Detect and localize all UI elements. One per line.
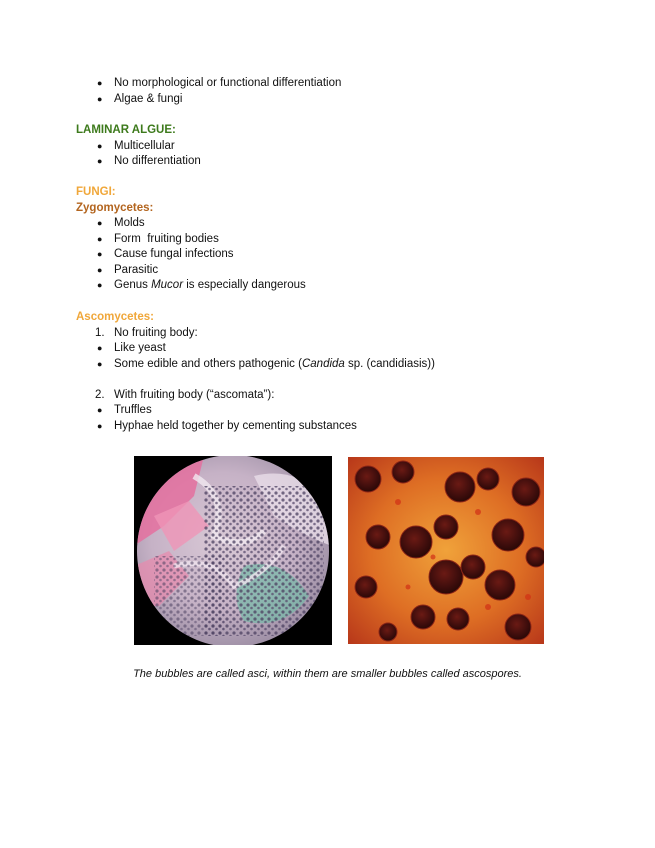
list-item-text: No differentiation — [114, 155, 201, 167]
list-item-text: Like yeast — [114, 342, 166, 354]
bullet-icon: ● — [97, 156, 103, 166]
bullet-icon: ● — [97, 405, 103, 415]
list-item — [76, 263, 306, 279]
candida-pre: Some edible and others pathogenic ( — [114, 357, 302, 370]
bullet-icon: ● — [97, 140, 103, 151]
list-item-text — [114, 358, 435, 370]
item-number: 1. — [95, 326, 105, 339]
list-item-text: No fruiting body: — [114, 326, 198, 339]
micrograph-asci-image — [348, 457, 544, 644]
list-item-text: Truffles — [114, 404, 152, 416]
ascomycetes-section — [76, 310, 435, 434]
genus-pre: Genus — [114, 279, 152, 291]
candida-post: sp. (candidiasis)) — [344, 357, 435, 370]
figure-caption: The bubbles are called asci, within them are smaller bubbles called ascospores. — [133, 668, 522, 680]
micrograph-asci — [348, 457, 544, 644]
list-item — [76, 419, 435, 435]
list-item-text: Algae & fungi — [114, 92, 183, 105]
list-item — [76, 216, 306, 232]
numbered-item — [76, 326, 435, 342]
list-item-text: Hyphae held together by cementing substances — [114, 419, 357, 432]
genus-post: is especially dangerous — [183, 279, 306, 291]
bullet-icon: ● — [97, 249, 103, 259]
bullet-icon: ● — [97, 218, 103, 228]
list-item-text: With fruiting body (“ascomata”): — [114, 388, 275, 401]
list-item — [76, 403, 435, 419]
bullet-icon: ● — [97, 343, 103, 353]
list-item — [76, 76, 341, 92]
fungi-section — [76, 185, 306, 294]
list-item — [76, 357, 435, 373]
bullet-icon: ● — [97, 233, 103, 244]
list-item-text: Parasitic — [114, 263, 159, 276]
list-item — [76, 92, 341, 108]
bullet-icon: ● — [97, 358, 103, 369]
micrograph-stained-slide-image — [134, 456, 332, 645]
bullet-icon: ● — [97, 280, 103, 290]
list-item — [76, 139, 201, 155]
bullet-icon: ● — [97, 93, 103, 104]
list-item-text: Cause fungal infections — [114, 248, 234, 260]
micrograph-stained-slide — [134, 456, 332, 645]
candida-name: Candida — [301, 357, 345, 370]
zygomycetes-heading: Zygomycetes: — [76, 201, 154, 214]
ascomycetes-heading: Ascomycetes: — [76, 311, 154, 323]
numbered-item — [76, 388, 435, 404]
list-item — [76, 232, 306, 248]
list-item — [76, 154, 201, 170]
genus-name: Mucor — [151, 279, 184, 291]
bullet-icon: ● — [97, 420, 103, 431]
list-item-text — [114, 279, 306, 291]
bullet-icon: ● — [97, 264, 103, 275]
list-item — [76, 278, 306, 294]
intro-list — [76, 76, 341, 107]
list-item — [76, 247, 306, 263]
fungi-heading: FUNGI: — [76, 186, 116, 198]
list-item-text: No morphological or functional differentiation — [114, 77, 342, 89]
laminar-section — [76, 123, 201, 170]
laminar-heading: LAMINAR ALGUE: — [76, 124, 176, 136]
list-item-text: Molds — [114, 217, 145, 229]
list-item — [76, 341, 435, 357]
list-item-text: Multicellular — [114, 139, 175, 152]
list-item-text: Form fruiting bodies — [114, 232, 219, 245]
item-number: 2. — [95, 388, 105, 401]
bullet-icon: ● — [97, 78, 103, 88]
